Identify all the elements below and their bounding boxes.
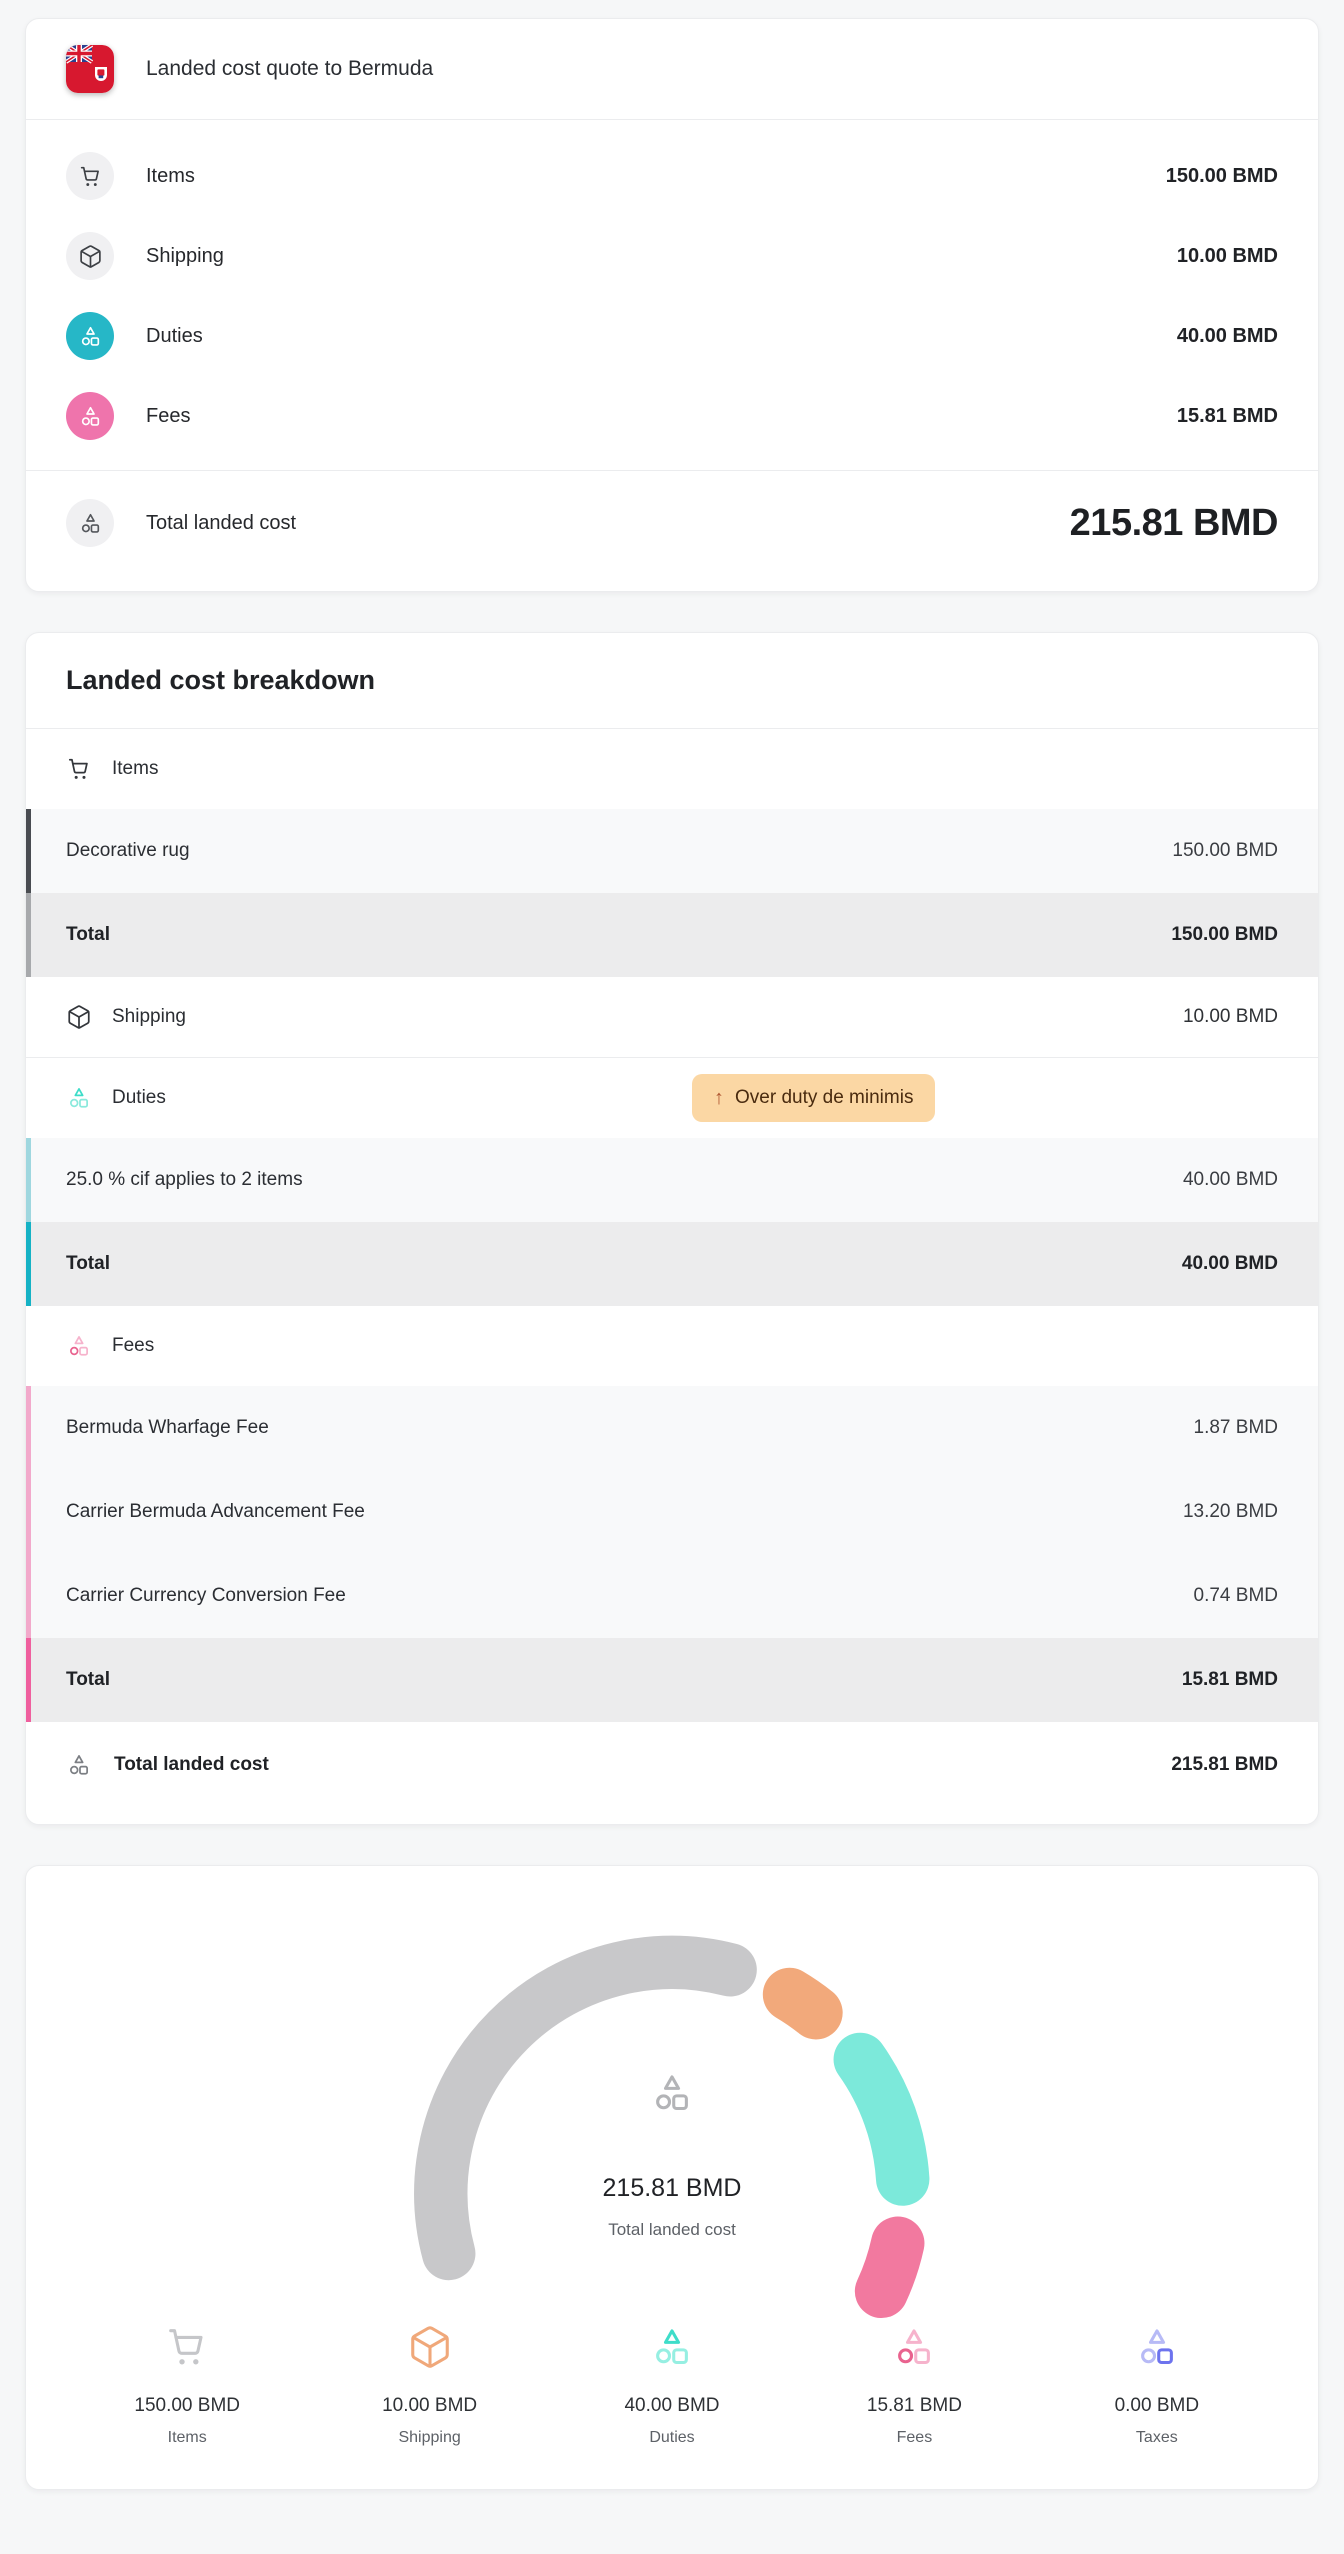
row-label: 25.0 % cif applies to 2 items	[66, 1169, 303, 1190]
breakdown-row-fee	[26, 1554, 1318, 1638]
quote-total-row	[26, 471, 1318, 591]
row-label: Carrier Bermuda Advancement Fee	[66, 1501, 365, 1522]
breakdown-row-duties-total	[26, 1222, 1318, 1306]
section-value: 10.00 BMD	[1182, 1006, 1278, 1027]
breakdown-grand-total-row	[26, 1722, 1318, 1824]
legend-value: 10.00 BMD	[382, 2394, 478, 2416]
legend-item-fees	[793, 2323, 1035, 2447]
legend-label: Items	[167, 2428, 207, 2446]
legend-label: Taxes	[1135, 2428, 1178, 2446]
duties-shapes-icon	[649, 2323, 695, 2371]
row-value: 40.00 BMD	[1176, 324, 1278, 347]
cart-icon	[66, 756, 92, 782]
legend-label: Fees	[896, 2428, 933, 2446]
cart-icon	[66, 152, 114, 200]
gauge-legend	[66, 2323, 1278, 2447]
row-label: Duties	[146, 324, 203, 347]
fees-shapes-icon	[66, 392, 114, 440]
breakdown-row-fee	[26, 1470, 1318, 1554]
section-header-duties	[26, 1058, 1318, 1138]
total-value: 215.81 BMD	[1171, 1754, 1278, 1775]
row-value: 0.74 BMD	[1193, 1585, 1278, 1606]
legend-label: Duties	[649, 2428, 695, 2446]
gauge-center-value: 215.81 BMD	[602, 2174, 742, 2202]
legend-item-taxes	[1036, 2323, 1278, 2447]
legend-value: 40.00 BMD	[624, 2394, 720, 2416]
row-label: Bermuda Wharfage Fee	[66, 1417, 269, 1438]
row-value: 10.00 BMD	[1176, 244, 1278, 267]
section-label: Fees	[112, 1335, 155, 1356]
legend-value: 150.00 BMD	[134, 2394, 241, 2416]
row-label: Items	[146, 164, 195, 187]
row-label: Fees	[146, 404, 191, 427]
duties-shapes-icon	[66, 1085, 92, 1111]
breakdown-row-item	[26, 809, 1318, 893]
quote-summary-card	[25, 18, 1319, 592]
total-value: 40.00 BMD	[1181, 1253, 1278, 1274]
total-label: Total	[66, 1253, 110, 1274]
row-value: 15.81 BMD	[1176, 404, 1278, 427]
row-value: 150.00 BMD	[1165, 164, 1278, 187]
arrow-up-icon: ↑	[714, 1086, 724, 1109]
fees-shapes-icon	[891, 2323, 937, 2371]
breakdown-title: Landed cost breakdown	[66, 665, 376, 695]
taxes-shapes-icon	[1134, 2323, 1180, 2371]
quote-row-items	[66, 136, 1278, 216]
breakdown-row-fees-total	[26, 1638, 1318, 1722]
total-label: Total	[66, 1669, 110, 1690]
gauge-center-label: Total landed cost	[608, 2220, 736, 2239]
row-value: 1.87 BMD	[1193, 1417, 1278, 1438]
breakdown-card	[25, 632, 1319, 1825]
gauge-center-shapes-icon	[322, 2070, 1022, 2121]
fees-shapes-icon	[66, 1333, 92, 1359]
legend-value: 15.81 BMD	[866, 2394, 962, 2416]
total-label: Total	[66, 924, 110, 945]
badge-label: Over duty de minimis	[735, 1087, 914, 1108]
quote-rows	[26, 120, 1318, 470]
legend-item-items	[66, 2323, 308, 2447]
section-header-items	[26, 729, 1318, 809]
total-value: 150.00 BMD	[1171, 924, 1278, 945]
bermuda-flag-icon	[66, 45, 114, 93]
section-header-fees	[26, 1306, 1318, 1386]
total-label: Total landed cost	[114, 1754, 269, 1775]
duties-shapes-icon	[66, 312, 114, 360]
row-value: 40.00 BMD	[1182, 1169, 1278, 1190]
breakdown-row-items-total	[26, 893, 1318, 977]
row-value: 150.00 BMD	[1172, 840, 1278, 861]
gauge-chart-area	[322, 1886, 1022, 2319]
legend-label: Shipping	[398, 2428, 461, 2446]
cart-icon	[164, 2323, 210, 2371]
total-value: 15.81 BMD	[1181, 1669, 1278, 1690]
legend-value: 0.00 BMD	[1114, 2394, 1200, 2416]
quote-row-shipping	[66, 216, 1278, 296]
breakdown-row-duty	[26, 1138, 1318, 1222]
section-header-shipping	[26, 977, 1318, 1057]
legend-item-duties	[551, 2323, 793, 2447]
row-label: Carrier Currency Conversion Fee	[66, 1585, 346, 1606]
gauge-card	[25, 1865, 1319, 2490]
legend-item-shipping	[308, 2323, 550, 2447]
quote-row-duties	[66, 296, 1278, 376]
row-value: 13.20 BMD	[1182, 1501, 1278, 1522]
total-value: 215.81 BMD	[1069, 501, 1278, 544]
gauge-segment-fees	[882, 2243, 898, 2291]
gauge-segment-shipping	[790, 1994, 816, 2012]
section-label: Items	[112, 758, 159, 779]
row-label: Shipping	[146, 244, 224, 267]
package-icon	[66, 1004, 92, 1030]
package-icon	[407, 2323, 453, 2371]
total-label: Total landed cost	[146, 511, 297, 534]
quote-row-fees	[66, 376, 1278, 456]
section-label: Shipping	[112, 1006, 186, 1027]
section-label: Duties	[112, 1087, 166, 1108]
page-title: Landed cost quote to Bermuda	[146, 57, 434, 80]
total-shapes-icon	[66, 1752, 92, 1778]
breakdown-row-fee	[26, 1386, 1318, 1470]
over-de-minimis-badge	[692, 1074, 935, 1122]
quote-card-header	[26, 19, 1318, 119]
total-shapes-icon	[66, 499, 114, 547]
package-icon	[66, 232, 114, 280]
row-label: Decorative rug	[66, 840, 190, 861]
